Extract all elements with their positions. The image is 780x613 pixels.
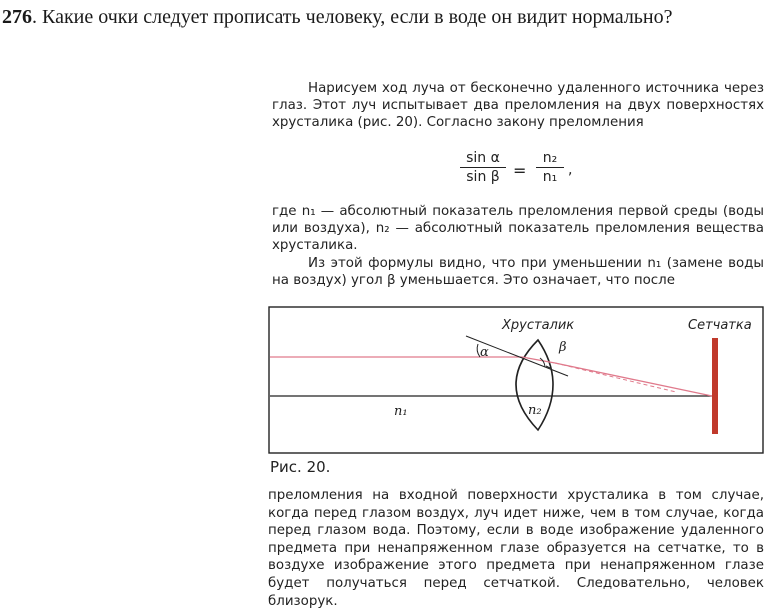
formula-comma: , xyxy=(568,162,573,178)
figure-20-diagram xyxy=(268,306,764,456)
refraction-formula xyxy=(460,150,590,196)
n2-label: n₂ xyxy=(528,403,542,418)
formula-sin-alpha: sin α xyxy=(460,150,506,168)
retina-label: Сетчатка xyxy=(688,318,752,333)
beta-label: β xyxy=(559,340,567,355)
solution-paragraph-2-text: где n₁ — абсолютный показатель преломления первой среды (воды или воздуха), n₂ — абсолютный показатель преломления вещества хрусталика. xyxy=(272,204,764,254)
solution-paragraph-4 xyxy=(268,487,764,610)
formula-left-fraction xyxy=(460,150,506,185)
refracted-ray xyxy=(555,363,712,396)
n1-label: n₁ xyxy=(394,404,408,419)
solution-paragraph-2 xyxy=(272,203,764,255)
formula-equals: = xyxy=(513,161,527,180)
lens-label: Хрусталик xyxy=(502,318,575,333)
figure-caption: Рис. 20. xyxy=(270,458,331,476)
solution-paragraph-3-text: Из этой формулы видно, что при уменьшении n₁ (замене воды на воздух) угол β уменьшается. Это означает, что после xyxy=(272,256,764,289)
formula-sin-beta: sin β xyxy=(466,169,500,185)
formula-n1: n₁ xyxy=(542,169,558,185)
retina xyxy=(712,338,718,434)
solution-paragraph-4-text: преломления на входной поверхности хрусталика в том случае, когда перед глазом воздух, луч идет ниже, чем в том случае, когда перед глазом вода. Поэтому, если в воде изображение удаленного предмета при ненапряженном глазе образуется на сетчатке, то в воздухе изображение этого предмета при ненапряженном глазе будет получаться перед сетчаткой. Следовательно, человек близорук. xyxy=(268,488,764,609)
formula-right-fraction xyxy=(536,150,564,185)
problem-statement xyxy=(2,4,774,30)
alpha-label: α xyxy=(480,345,489,360)
dashed-alternate-ray xyxy=(555,363,676,392)
problem-number: 276 xyxy=(2,6,32,28)
solution-paragraph-1-text: Нарисуем ход луча от бесконечно удаленного источника через глаз. Этот луч испытывает два преломления на двух поверхностях хрусталика (рис. 20). Согласно закону преломления xyxy=(272,81,764,131)
problem-text: . Какие очки следует прописать человеку, если в воде он видит нормально? xyxy=(32,6,673,28)
formula-n2: n₂ xyxy=(536,150,564,168)
solution-paragraph-3 xyxy=(272,255,764,289)
solution-paragraph-1 xyxy=(272,80,764,132)
